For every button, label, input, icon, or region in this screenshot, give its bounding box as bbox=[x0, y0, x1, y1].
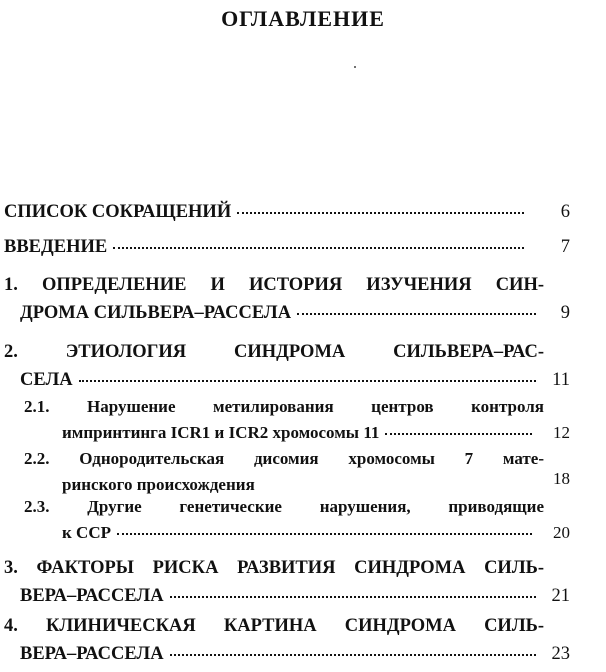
toc-entry-page: 21 bbox=[551, 586, 570, 606]
toc-entry-title-line: СЕЛА bbox=[20, 370, 73, 390]
toc-entry-title-line: 2.3. Другие генетические нарушения, приводящие bbox=[24, 497, 544, 516]
leader-dots bbox=[237, 210, 524, 214]
leader-dots bbox=[113, 245, 524, 249]
toc-entry-page: 7 bbox=[560, 237, 570, 257]
toc-entry-title-line: 2.2. Однородительская дисомия хромосомы 7 мате- bbox=[24, 449, 544, 468]
toc-entry-page: 6 bbox=[560, 202, 570, 222]
toc-entry-title: ВВЕДЕНИЕ bbox=[4, 237, 108, 257]
leader-dots bbox=[117, 531, 532, 535]
page-title: ОГЛАВЛЕНИЕ bbox=[221, 6, 385, 31]
toc-entry-title-line: ВЕРА–РАССЕЛА bbox=[20, 586, 164, 606]
toc-entry-title-line: 2.1. Нарушение метилирования центров контроля bbox=[24, 397, 544, 416]
toc-entry-title-line: импринтинга ICR1 и ICR2 хромосомы 11 bbox=[62, 423, 380, 442]
toc-entry-title-line: 2. ЭТИОЛОГИЯ СИНДРОМА СИЛЬВЕРА–РАС- bbox=[4, 342, 544, 362]
toc-entry-title-line: ДРОМА СИЛЬВЕРА–РАССЕЛА bbox=[20, 303, 292, 323]
toc-entry-title: СПИСОК СОКРАЩЕНИЙ bbox=[4, 202, 232, 222]
leader-dots bbox=[79, 378, 536, 382]
toc-entry-title-line: ринского происхождения bbox=[62, 475, 255, 494]
toc-entry-page: 18 bbox=[553, 469, 570, 488]
print-speck bbox=[354, 66, 356, 68]
toc-entry-page: 23 bbox=[551, 644, 570, 664]
toc-entry-page: 9 bbox=[560, 303, 570, 323]
leader-dots bbox=[385, 431, 532, 435]
toc-entry-page: 20 bbox=[553, 523, 570, 542]
toc-entry-title-line: 1. ОПРЕДЕЛЕНИЕ И ИСТОРИЯ ИЗУЧЕНИЯ СИН- bbox=[4, 275, 544, 295]
toc-entry-page: 12 bbox=[553, 423, 570, 442]
toc-entry-title-line: к ССР bbox=[62, 523, 111, 542]
leader-dots bbox=[297, 311, 536, 315]
toc-entry-title-line: ВЕРА–РАССЕЛА bbox=[20, 644, 164, 664]
leader-dots bbox=[170, 652, 536, 656]
leader-dots bbox=[170, 594, 536, 598]
toc-entry-title-line: 4. КЛИНИЧЕСКАЯ КАРТИНА СИНДРОМА СИЛЬ- bbox=[4, 616, 544, 636]
toc-entry-title-line: 3. ФАКТОРЫ РИСКА РАЗВИТИЯ СИНДРОМА СИЛЬ- bbox=[4, 558, 544, 578]
toc-entry-page: 11 bbox=[552, 370, 570, 390]
